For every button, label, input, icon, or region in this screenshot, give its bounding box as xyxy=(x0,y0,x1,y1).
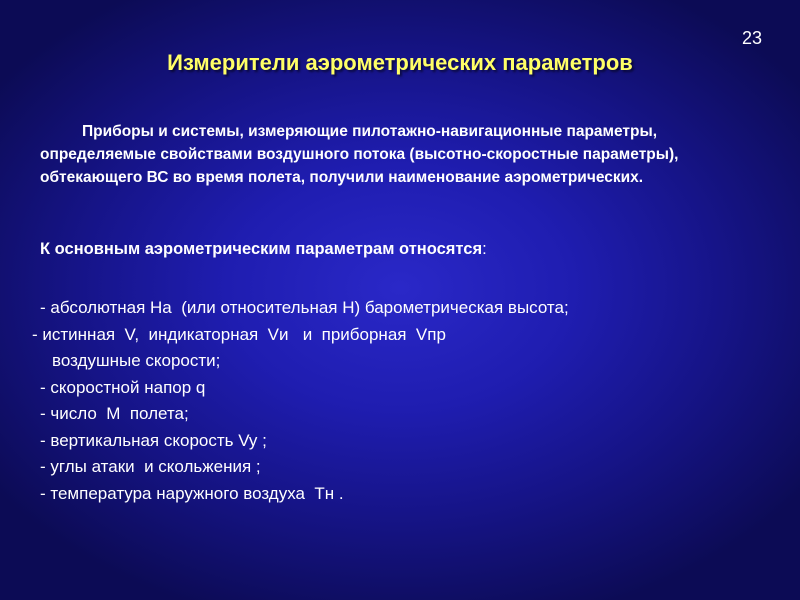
parameters-list xyxy=(0,295,800,507)
parameters-heading-colon: : xyxy=(482,240,487,258)
parameter-item: - число М полета; xyxy=(40,404,189,423)
parameter-item: - скоростной напор q xyxy=(40,377,206,397)
parameters-heading-text: К основным аэрометрическим параметрам относятся xyxy=(40,240,483,258)
slide-title: Измерители аэрометрических параметров xyxy=(167,50,633,75)
intro-paragraph xyxy=(40,120,760,189)
intro-text: Приборы и системы, измеряющие пилотажно-навигационные параметры, определяемые свойствами воздушного потока (высотно-скоростные параметры), обтекающего ВС во время полета, получили наименование аэрометрических. xyxy=(40,123,679,186)
parameter-item: - вертикальная скорость Vy ; xyxy=(40,430,267,450)
parameter-item: - абсолютная На (или относительная Н) барометрическая высота; xyxy=(40,298,569,317)
parameters-heading xyxy=(40,240,487,259)
parameter-item: - истинная V, индикаторная Vи и приборная Vпр xyxy=(32,324,446,344)
page-number: 23 xyxy=(741,28,762,48)
parameter-item-continuation: воздушные скорости; xyxy=(52,351,221,370)
parameter-item: - углы атаки и скольжения ; xyxy=(40,457,261,476)
parameter-item: - температура наружного воздуха Тн . xyxy=(40,483,344,503)
